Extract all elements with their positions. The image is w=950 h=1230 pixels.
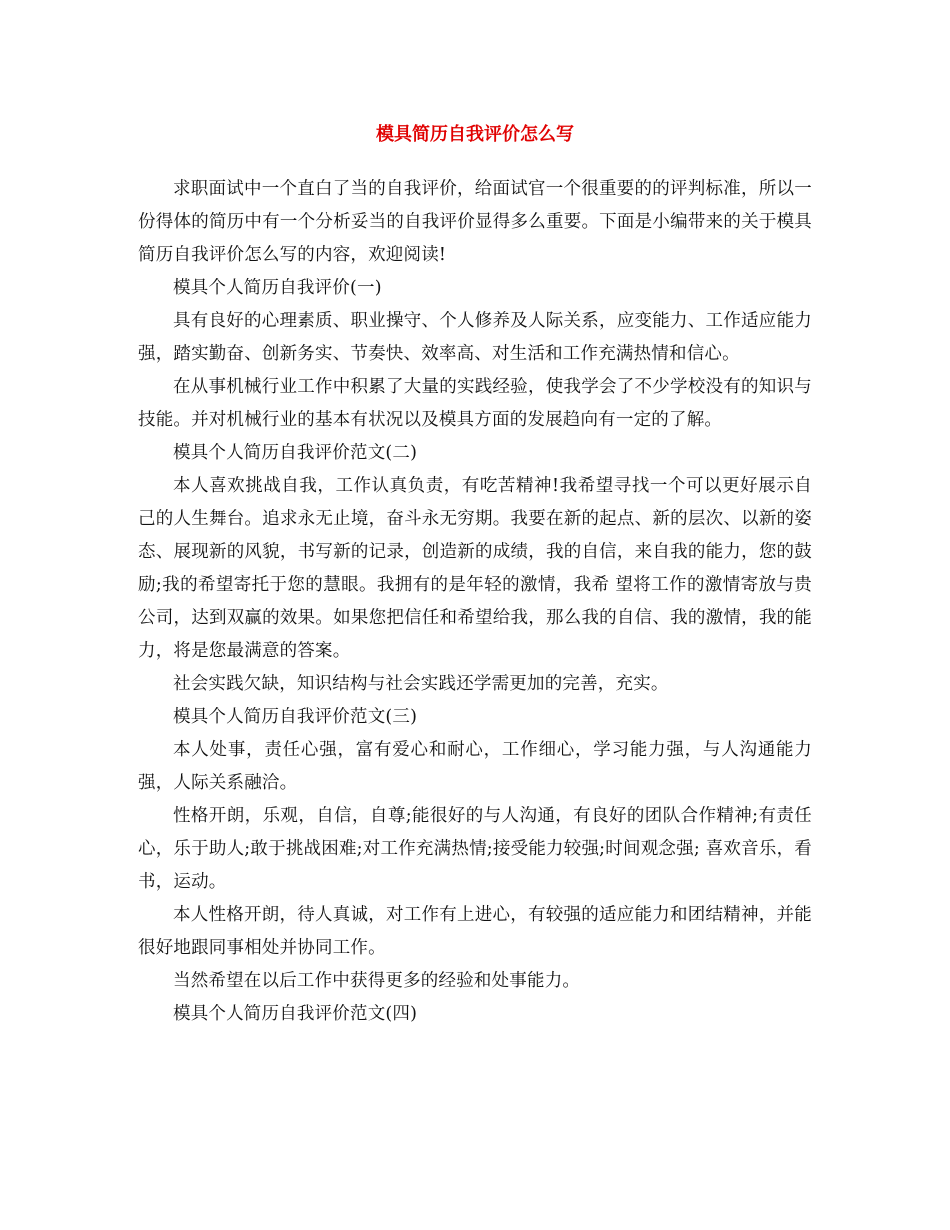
paragraph: 本人性格开朗，待人真诚，对工作有上进心，有较强的适应能力和团结精神，并能很好地跟同事相处并协同工作。 [138,905,812,958]
paragraph: 本人喜欢挑战自我，工作认真负责，有吃苦精神!我希望寻找一个可以更好展示自己的人生舞台。追求永无止境，奋斗永无穷期。我要在新的起点、新的层次、以新的姿态、展现新的风貌，书写新的记录，创造新的成绩，我的自信，来自我的能力，您的鼓励;我的希望寄托于您的慧眼。我拥有的是年轻的激情，我希 望将工作的激情寄放与贵公司，达到双赢的效果。如果您把信任和希望给我，那么我的自信、我的激情，我的能力，将是您最满意的答案。 [138,476,812,661]
paragraph: 具有良好的心理素质、职业操守、个人修养及人际关系，应变能力、工作适应能力强，踏实勤奋、创新务实、节奏快、效率高、对生活和工作充满热情和信心。 [138,311,812,364]
section-heading-2: 模具个人简历自我评价范文(二) [173,443,418,463]
intro-paragraph: 求职面试中一个直白了当的自我评价，给面试官一个很重要的的评判标准，所以一份得体的简历中有一个分析妥当的自我评价显得多么重要。下面是小编带来的关于模具简历自我评价怎么写的内容，欢迎阅读! [138,179,812,265]
paragraph: 在从事机械行业工作中积累了大量的实践经验，使我学会了不少学校没有的知识与技能。并对机械行业的基本有状况以及模具方面的发展趋向有一定的了解。 [138,377,812,430]
paragraph: 性格开朗，乐观，自信，自尊;能很好的与人沟通，有良好的团队合作精神;有责任心，乐于助人;敢于挑战困难;对工作充满热情;接受能力较强;时间观念强; 喜欢音乐，看书，运动。 [138,806,812,892]
paragraph: 当然希望在以后工作中获得更多的经验和处事能力。 [173,971,581,991]
paragraph: 本人处事，责任心强，富有爱心和耐心，工作细心，学习能力强，与人沟通能力强，人际关系融洽。 [138,740,812,793]
document-title: 模具简历自我评价怎么写 [376,124,574,145]
section-heading-1: 模具个人简历自我评价(一) [173,278,382,298]
document-body [138,173,812,1031]
section-heading-3: 模具个人简历自我评价范文(三) [173,707,418,727]
section-heading-4: 模具个人简历自我评价范文(四) [173,1004,418,1024]
paragraph: 社会实践欠缺，知识结构与社会实践还学需更加的完善，充实。 [173,674,669,694]
